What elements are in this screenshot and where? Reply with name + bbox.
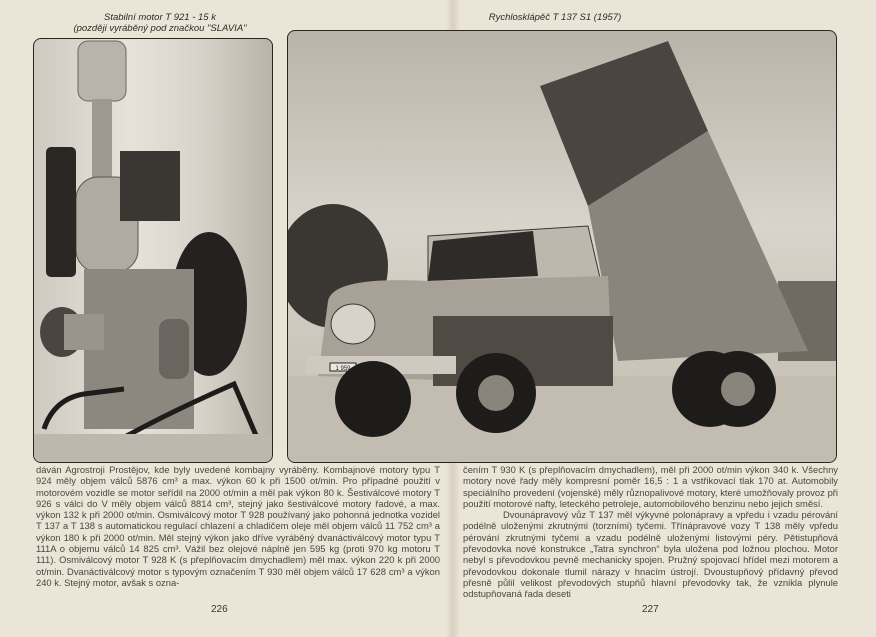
engine-caption-line1: Stabilní motor T 921 - 15 k (104, 12, 216, 23)
page-number-left: 226 (211, 604, 228, 615)
engine-caption (40, 12, 280, 34)
left-paragraph: dáván Agrostroji Prostějov, kde byly uvedené kombajny vyráběny. Kombajnové motory typu T 924 měly objem válců 5876 cm³ a max. výkon 60 k při 1500 ot/min. Pro případné použití v motorovém vozidle se motor seřídil na 2000 ot/min a měl pak výkon 80 k. Šestiválcové motory T 926 s válci do V měly objem válců 8814 cm³, stejný jako šestiválcové motory řadové, a max. výkon 132 k při 2000 ot/min. Osmiválcový motor T 928 používaný jako pohonná jednotka vozidel T 137 a T 138 s automatickou regulací chlazení a chladičem oleje měl objem válců 11 752 cm³ a výkon 180 k při 2000 ot/min. Měl stejný výkon jako dříve vyráběný dvanáctiválcový motor typu T 111A o objemu válců 14 825 cm³. Vážil bez olejové náplně jen 595 kg (proti 970 kg motoru T 111). Osmiválcový motor T 928 K (s přeplňovacím dmychadlem) měl max. výkon 220 k při 2000 ot/min. Dvanáctiválcový motor s typovým označením T 930 měl objem válců 17 628 cm³ a výkon 240 k. Stejný motor, avšak s ozna- (36, 464, 440, 588)
page-number-right: 227 (642, 604, 659, 615)
right-paragraph-1: čením T 930 K (s přeplňovacím dmychadlem), měl při 2000 ot/min výkon 340 k. Všechny motory nové řady měly kompresní poměr 16,5 : 1 a vstřikovací tlak 170 at. Automobily speciálního provedení (vojenské) měly různopalivové motory, které umožňovaly provoz při použití motorové nafty, leteckého petroleje, automobilového benzinu nebo jejich směsí. (463, 464, 838, 509)
engine-photo (33, 38, 273, 463)
right-page-text (463, 464, 838, 600)
right-paragraph-2: Dvounápravový vůz T 137 měl výkyvné polonápravy a vpředu i vzadu pérování podélně uloženými zkrutnými (torzními) tyčemi. Třínápravové vozy T 138 měly vpředu pérování zkrutnými tyčemi a vzadu podélně uloženými listovými péry. Pětistupňová převodovka nové konstrukce „Tatra synchron“ byla uložena pod ložnou plochou. Motor nebyl s převodovkou pevně mechanicky spojen. Pružný spojovací hřídel mezi motorem a převodovkou dokonale tlumil nárazy v hnacím ústrojí. Dvoustupňový přídavný převod přesně půlil velikost převodových stupňů hlavní převodovky tak, že vznikla plynule odstupňovaná řada deseti (463, 509, 838, 600)
license-plate: 1 959 (335, 366, 351, 372)
engine-caption-line2: (později vyráběný pod značkou "SLAVIA" (73, 23, 247, 34)
truck-photo (287, 30, 837, 463)
truck-caption: Rychlosklápěč T 137 S1 (1957) (488, 12, 622, 23)
left-page-text (36, 464, 440, 588)
engine-illustration (34, 39, 272, 462)
truck-illustration (288, 31, 836, 462)
